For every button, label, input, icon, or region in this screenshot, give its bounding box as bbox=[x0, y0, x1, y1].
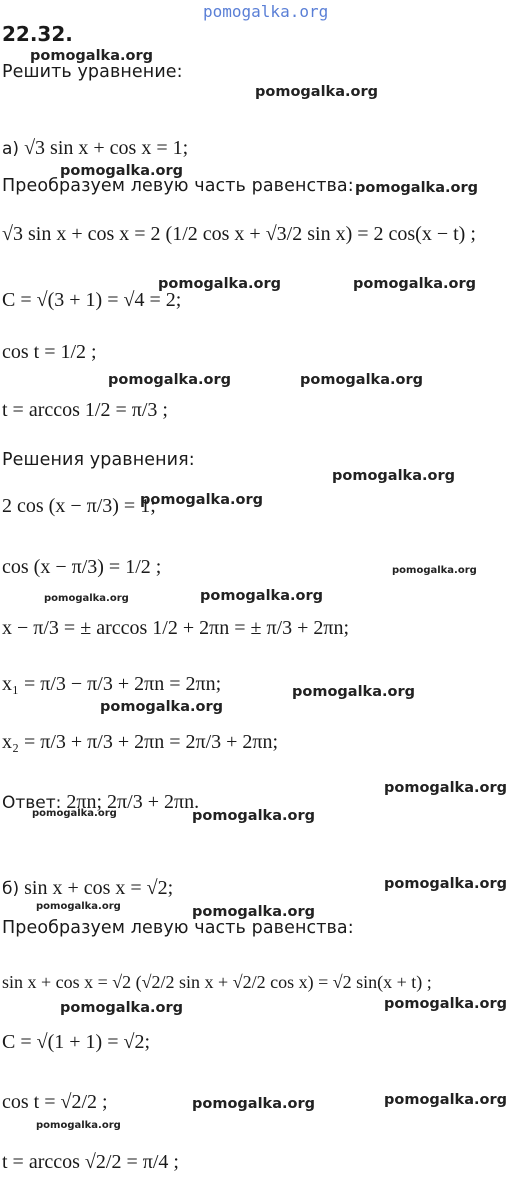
part-b-transform-text: Преобразуем левую часть равенства: bbox=[2, 918, 354, 938]
part-a-solutions-text: Решения уравнения: bbox=[2, 450, 195, 470]
part-a-transform-text: Преобразуем левую часть равенства: bbox=[2, 176, 354, 196]
watermark: pomogalka.org bbox=[44, 593, 129, 604]
watermark: pomogalka.org bbox=[255, 84, 378, 100]
part-a-identity-text: √3 sin x + cos x = 2 (1/2 cos x + √3/2 sin x) = 2 cos(x − t) ; bbox=[2, 223, 476, 245]
part-a-answer bbox=[2, 790, 199, 814]
part-a-identity bbox=[2, 222, 476, 246]
watermark: pomogalka.org bbox=[300, 372, 423, 388]
part-a-step3: x − π/3 = ± arccos 1/2 + 2πn = ± π/3 + 2πn; bbox=[2, 617, 350, 639]
watermark: pomogalka.org bbox=[384, 1092, 507, 1108]
part-b-cos-t: cos t = √2/2 ; bbox=[2, 1091, 108, 1113]
part-a-x2: x₂ = π/3 + π/3 + 2πn = 2π/3 + 2πn; bbox=[2, 731, 279, 753]
watermark: pomogalka.org bbox=[384, 996, 507, 1012]
problem-number: 22.32. bbox=[2, 22, 73, 46]
watermark: pomogalka.org bbox=[192, 1096, 315, 1112]
part-a-t-value: t = arccos 1/2 = π/3 ; bbox=[2, 399, 168, 421]
watermark-top: pomogalka.org bbox=[203, 2, 329, 21]
part-b-label: б) bbox=[2, 879, 20, 899]
part-a-x1: x₁ = π/3 − π/3 + 2πn = 2πn; bbox=[2, 673, 222, 695]
answer-label: Ответ: bbox=[2, 793, 62, 813]
watermark: pomogalka.org bbox=[292, 684, 415, 700]
part-a-equation bbox=[2, 136, 188, 160]
part-a-cos-t: cos t = 1/2 ; bbox=[2, 341, 97, 363]
watermark: pomogalka.org bbox=[60, 163, 183, 179]
watermark: pomogalka.org bbox=[200, 588, 323, 604]
problem-statement: Решить уравнение: bbox=[2, 62, 183, 82]
watermark: pomogalka.org bbox=[36, 1120, 121, 1131]
watermark: pomogalka.org bbox=[140, 492, 263, 508]
watermark: pomogalka.org bbox=[384, 876, 507, 892]
part-b-equation-text: sin x + cos x = √2; bbox=[24, 877, 174, 899]
part-a-C-value: C = √(3 + 1) = √4 = 2; bbox=[2, 289, 182, 311]
watermark: pomogalka.org bbox=[32, 808, 117, 819]
watermark: pomogalka.org bbox=[384, 780, 507, 796]
watermark: pomogalka.org bbox=[108, 372, 231, 388]
part-a-equation-text: √3 sin x + cos x = 1; bbox=[24, 137, 189, 159]
part-a-step1: 2 cos (x − π/3) = 1; bbox=[2, 495, 156, 517]
part-b-t-value: t = arccos √2/2 = π/4 ; bbox=[2, 1151, 179, 1173]
watermark: pomogalka.org bbox=[392, 565, 477, 576]
watermark: pomogalka.org bbox=[100, 699, 223, 715]
part-a-step2: cos (x − π/3) = 1/2 ; bbox=[2, 556, 162, 578]
part-b-identity: sin x + cos x = √2 (√2/2 sin x + √2/2 cos x) = √2 sin(x + t) ; bbox=[2, 972, 432, 992]
watermark: pomogalka.org bbox=[332, 468, 455, 484]
watermark: pomogalka.org bbox=[353, 276, 476, 292]
watermark: pomogalka.org bbox=[355, 180, 478, 196]
part-b-C-value: C = √(1 + 1) = √2; bbox=[2, 1031, 151, 1053]
watermark: pomogalka.org bbox=[30, 48, 153, 64]
watermark: pomogalka.org bbox=[36, 901, 121, 912]
part-a-label: а) bbox=[2, 139, 20, 159]
part-b-equation bbox=[2, 876, 173, 900]
watermark: pomogalka.org bbox=[158, 276, 281, 292]
watermark: pomogalka.org bbox=[192, 808, 315, 824]
watermark: pomogalka.org bbox=[60, 1000, 183, 1016]
watermark: pomogalka.org bbox=[192, 904, 315, 920]
answer-value: 2πn; 2π/3 + 2πn. bbox=[66, 791, 200, 813]
